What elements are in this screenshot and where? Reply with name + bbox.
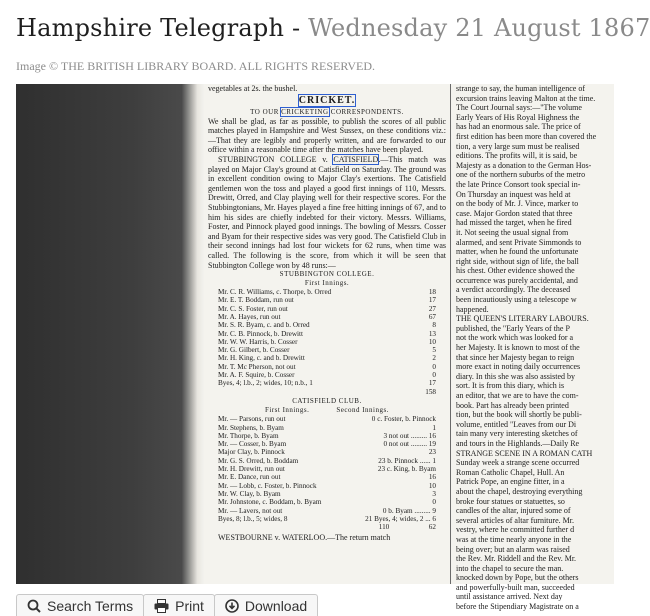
text-line: it. Not seeing the usual signal from: [456, 227, 569, 237]
score-row: [208, 465, 446, 473]
text-line: on the body of Mr. J. Vince, marker to: [456, 199, 579, 209]
score-row: [208, 321, 446, 329]
text-line: an editor, that we are to have the com-: [456, 391, 579, 400]
runs: 10: [428, 481, 436, 490]
page-title: [16, 14, 650, 42]
text-line: and tours in the Highlands.—Daily Re: [456, 438, 580, 448]
correspondents-heading: TO OUR CRICKETING CORRESPONDENTS.: [250, 107, 404, 116]
score-row: [208, 498, 446, 506]
scorecard-team2: [208, 415, 446, 523]
score-row: [208, 379, 446, 387]
batsman: Mr. W. W. Harris, b. Cosser: [218, 337, 298, 346]
runs: 2: [432, 354, 436, 363]
download-button[interactable]: [214, 594, 318, 616]
text-line: diary. In this she was also assisted by: [456, 371, 576, 381]
download-icon: [225, 599, 239, 613]
text-line: tain many very interesting sketches of: [456, 429, 578, 439]
text-line: Roman Catholic Chapel, Hull. An: [456, 467, 565, 477]
adjacent-page-shadow: [16, 84, 182, 584]
text-line: being over; but an alarm was raised: [456, 544, 570, 554]
right-column: [456, 84, 616, 612]
section-heading: [208, 94, 446, 108]
batsman: Byes, 8; l.b., 5; wides, 8: [218, 514, 288, 523]
text-line: the Rev. Mr. Riddell and the Rev. Mr.: [456, 554, 577, 564]
batsman: Mr. H. King, c. and b. Drewitt: [218, 354, 305, 363]
score-row: [208, 507, 446, 515]
batsman: Mr. S. R. Byam, c. and b. Orred: [218, 321, 310, 330]
team1-total: 158: [425, 387, 436, 396]
score-row: [208, 440, 446, 448]
score-row: [208, 415, 446, 423]
text-line: tion, but the book will shortly be publi-: [456, 410, 582, 420]
text-line: has had an enormous sale. The price of: [456, 122, 581, 132]
issue-date: Wednesday 21 August 1867: [308, 14, 650, 42]
team2-total: 110 62: [378, 523, 436, 532]
page-gutter: [182, 84, 204, 584]
text-line: tion, a very large sum must be realised: [456, 141, 580, 151]
text-line: strange to say, the human intelligence of: [456, 84, 585, 93]
runs: 18: [428, 288, 436, 297]
newspaper-name: Hampshire Telegraph: [16, 14, 285, 42]
batsman: Mr. — Parsons, run out: [218, 415, 286, 424]
text-line: On Thursday an inquest was held at: [456, 189, 571, 199]
text-line: knocked down by Pope, but the others: [456, 573, 579, 583]
score-row: [208, 371, 446, 379]
text-line: occurrence was purely accidental, and: [456, 275, 578, 285]
text-line: right side, without sign of life, the ball: [456, 256, 579, 266]
notice-paragraph: We shall be glad, as far as possible, to publish the scores of all public matches played in Hampshire and West Sussex, on these conditions viz.:—That they are legibly and properly written, and are forwarded to our office within a reasonable time after the matches have been played.: [208, 116, 446, 155]
team2-name: CATISFIELD CLUB.: [292, 397, 362, 406]
text-line: The Court Journal says:—"The volume: [456, 103, 582, 113]
top-line: vegetables at 2s. the bushel.: [208, 84, 298, 93]
search-hit-cricketing[interactable]: CRICKETING: [281, 107, 329, 116]
text-line: more exact in noting daily occurrences: [456, 362, 581, 372]
batsman: Mr. — Lavers, not out: [218, 506, 283, 515]
runs: 10: [428, 337, 436, 346]
text-line: Early Years of His Royal Highness the: [456, 112, 580, 122]
batsman: Mr. C. R. Williams, c. Thorpe, b. Orred: [218, 288, 332, 297]
team1-innings-label: First Innings.: [304, 279, 350, 288]
score-row: [208, 490, 446, 498]
text-line: one of the northern suburbs of the metro: [456, 170, 586, 180]
batsman: Mr. Thorpe, b. Byam: [218, 431, 279, 440]
runs: 0 b. Byam ......... 9: [382, 506, 436, 515]
viewer-toolbar: [16, 594, 317, 616]
text-line: Sunday week a strange scene occurred: [456, 458, 580, 468]
runs: 0 not out ......... 19: [383, 440, 436, 449]
text-line: excursion trains leaving Malton at the time.: [456, 93, 596, 103]
text-line: about the chapel, destroying everything: [456, 486, 583, 496]
text-line: vestry, where he committed further d: [456, 525, 575, 535]
text-line: published, the "Early Years of the P: [456, 323, 570, 333]
runs: 17: [428, 296, 436, 305]
text-line: alarmed, and sent Private Simmonds to: [456, 237, 582, 247]
batsman: Mr. Johnstone, c. Boddam, b. Byam: [218, 498, 322, 507]
runs: 67: [428, 312, 436, 321]
score-row: [208, 363, 446, 371]
bottom-line: WESTBOURNE v. WATERLOO.—The return match: [218, 532, 391, 542]
score-row: [208, 432, 446, 440]
runs: 21 Byes, 4; wides, 2 ... 6: [365, 514, 436, 523]
batsman: Major Clay, b. Pinnock: [218, 448, 285, 457]
text-line: the late Prince Consort took special in-: [456, 179, 581, 189]
runs: 0: [432, 371, 436, 380]
text-line: into the chapel to secure the man.: [456, 563, 564, 573]
runs: 17: [428, 379, 436, 388]
text-line: not the work which was looked for a: [456, 333, 574, 343]
score-row: [208, 338, 446, 346]
batsman: Mr. G. S. Orred, b. Boddam: [218, 456, 299, 465]
runs: 13: [428, 329, 436, 338]
text-line: and powerfully-built man, succeeded: [456, 582, 575, 592]
runs: 16: [428, 473, 436, 482]
runs: 23: [428, 448, 436, 457]
text-line: was at the time nearly anyone in the: [456, 534, 572, 544]
runs: 3: [432, 489, 436, 498]
batsman: Mr. — Lobb, c. Foster, b. Pinnock: [218, 481, 317, 490]
score-row: [208, 330, 446, 338]
runs: 23 b. Pinnock ...... 1: [378, 456, 436, 465]
runs: 8: [432, 321, 436, 330]
text-line: his chest. Other evidence showed the: [456, 266, 575, 276]
batsman: Mr. T. Mc Pherson, not out: [218, 362, 296, 371]
score-row: [208, 424, 446, 432]
score-row: [208, 448, 446, 456]
batsman: Byes, 4; l.b., 2; wides, 10; n.b., 1: [218, 379, 313, 388]
batsman: Mr. H. Drewitt, run out: [218, 465, 285, 474]
column-rule: [450, 84, 451, 584]
text-line: happened.: [456, 304, 489, 314]
text-line: had missed the target, when he fired: [456, 218, 572, 228]
article-column: [208, 84, 446, 542]
search-hit-catisfield[interactable]: CATISFIELD: [333, 154, 379, 164]
runs: 23 c. King, b. Byam: [377, 465, 436, 474]
text-line: candles of the altar, injured some of: [456, 506, 571, 516]
runs: 1: [432, 423, 436, 432]
batsman: Mr. Stephens, b. Byam: [218, 423, 284, 432]
text-line: THE QUEEN'S LITERARY LABOURS.: [456, 314, 589, 324]
batsman: Mr. A. Hayes, run out: [218, 312, 281, 321]
batsman: Mr. C. S. Foster, run out: [218, 304, 288, 313]
text-line: several articles of altar furniture. Mr.: [456, 515, 574, 525]
text-line: editions. The profits will, it is said, be: [456, 151, 578, 161]
runs: 0: [432, 362, 436, 371]
printer-icon: [154, 599, 169, 613]
runs: 3 not out ......... 16: [383, 431, 436, 440]
text-line: before the Stipendiary Magistrate on a: [456, 602, 579, 612]
runs: 0 c. Foster, b. Pinnock: [371, 415, 436, 424]
scorecard-team1: [208, 288, 446, 388]
text-line: book. Part has already been printed: [456, 400, 569, 410]
text-line: sort. It is from this diary, which is: [456, 381, 565, 391]
text-line: been incautiously using a telescope w: [456, 295, 577, 305]
runs: 0: [432, 498, 436, 507]
batsman: Mr. E. Dance, run out: [218, 473, 281, 482]
text-line: Patrick Pope, an engine fitter, in a: [456, 477, 565, 487]
text-line: broke four statues or statuettes, so: [456, 496, 565, 506]
score-row: [208, 473, 446, 481]
score-row: [208, 313, 446, 321]
download-label: Download: [244, 597, 308, 614]
score-row: [208, 457, 446, 465]
score-row: [208, 354, 446, 362]
search-icon: [27, 599, 41, 613]
title-separator: -: [284, 14, 309, 42]
runs: 5: [432, 346, 436, 355]
print-label: Print: [175, 597, 204, 614]
text-line: that since her Majesty began to reign: [456, 352, 575, 362]
text-line: a verdict accordingly. The deceased: [456, 285, 571, 295]
text-line: first edition has been more than covered the: [456, 131, 597, 141]
search-terms-button[interactable]: [16, 594, 144, 616]
score-row: [208, 515, 446, 523]
text-line: until assistance arrived. Next day: [456, 592, 563, 602]
batsman: Mr. G. Gilbert, b. Cosser: [218, 346, 290, 355]
search-terms-label: Search Terms: [47, 597, 134, 614]
text-line: matter, when he found the unfortunate: [456, 247, 579, 257]
batsman: Mr. W. Clay, b. Byam: [218, 489, 281, 498]
runs: 27: [428, 304, 436, 313]
text-line: her Majesty. It is known to most of the: [456, 343, 580, 353]
score-row: [208, 346, 446, 354]
batsman: Mr. — Cosser, b. Byam: [218, 440, 287, 449]
text-line: volume, entitled "Leaves from our Di: [456, 419, 577, 429]
score-row: [208, 305, 446, 313]
text-line: STRANGE SCENE IN A ROMAN CATH: [456, 448, 593, 458]
score-row: [208, 288, 446, 296]
score-row: [208, 482, 446, 490]
text-line: Majesty as a donation to the German Hos-: [456, 160, 592, 170]
batsman: Mr. A. F. Squire, b. Cosser: [218, 371, 295, 380]
search-hit-heading[interactable]: CRICKET.: [298, 94, 356, 106]
team2-innings-label: First Innings. Second Innings.: [265, 406, 389, 415]
copyright-notice: Image © THE BRITISH LIBRARY BOARD. ALL RIGHTS RESERVED.: [16, 59, 376, 73]
batsman: Mr. E. T. Boddam, run out: [218, 296, 294, 305]
batsman: Mr. C. B. Pinnock, b. Drewitt: [218, 329, 304, 338]
text-line: case. Major Gordon stated that three: [456, 208, 573, 218]
score-row: [208, 296, 446, 304]
match-report: STUBBINGTON COLLEGE v. CATISFIELD.—This match was played on Major Clay's ground at Catisfield on Saturday. The ground was in excellent condition owing to Major Clay's exertions. The Catisfield gentlemen won the toss and played a good first innings of 110, Messrs. Drewitt, Orred, and Clay playing well for their respective scores. For the Stubbingtonians, Mr. Hayes played a fine free hitting innings of 67, and to him his sides are chiefly indebted for their victory. Messrs. Williams, Foster, and Pinnock played good innings. The bowling of Messrs. Cosser and Byam for their respective sides was very good. The Catisfield Club in their second innings had lost four wickets for 62 runs, when time was called. The following is the score, from which it will be seen that Stubbington College won by 48 runs:—: [208, 154, 446, 270]
print-button[interactable]: [143, 594, 215, 616]
team1-name: STUBBINGTON COLLEGE.: [279, 270, 375, 279]
